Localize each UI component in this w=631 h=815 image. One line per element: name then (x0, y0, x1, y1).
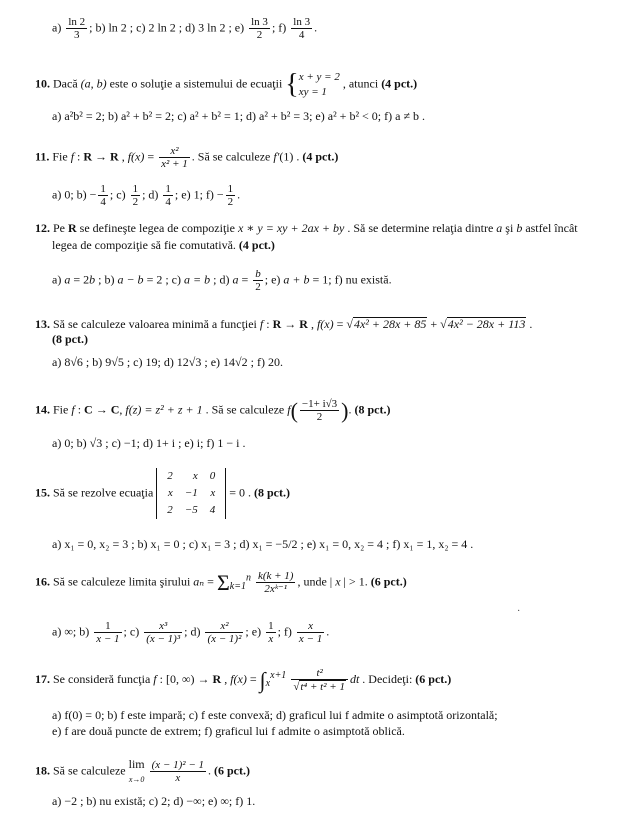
answer-16: a) ∞; b) $\frac{1}{x - 1}$ ; c) $\frac{\text{x³}}{\text{(x − 1)³}}$ ; d) $\frac{\text{x²}}{\text{(x − 1)²}}$ ; e) $\frac{1}{x}$ ; f) $\frac{x}{x - 1}$ . (52, 620, 330, 646)
question-18: 18. Să se calculeze lim x→0 $\frac{\text{(x − 1)² − 1}}{x}$ . (6 pct.) (35, 757, 250, 785)
question-11: 11. Fie f : R → R , f(x) = $\frac{\text{x²}}{\text{x² + 1}}$ . Să se calculeze f′(1) . (4 pct.) (35, 145, 339, 171)
answer-17-line1: a) f(0) = 0; b) f este impară; c) f este convexă; d) graficul lui f admite o asimptotă orizontală; (52, 708, 498, 722)
answer-17-line2: e) f are două puncte de extrem; f) graficul lui f admite o asimptotă oblică. (52, 724, 405, 738)
question-17: 17. Se consideră funcţia f : [0, ∞) → R , $f(x) = \int_x^{x+1}$ $\frac{\text{t²}}{\text{√t⁴ + t² + 1}}$ dt . Decideţi: (6 pct.) (35, 667, 452, 694)
answer-15: a) x₁ = 0, x₂ = 3 ; b) x₁ = 0 ; c) x₁ = 3 ; d) x₁ = −5/2 ; e) x₁ = 0, x₂ = 4 ; f) x₁ = 1, x₂ = 4 . (52, 537, 474, 551)
question-15: 15. Să se rezolve ecuaţia 2 x 0 x −1 x 2 −5 4 = 0 . (8 pct.) (35, 468, 290, 519)
stray-mark: · (517, 606, 521, 617)
question-13: 13. Să se calculeze valoarea minimă a funcţiei f : R → R , f(x) = √4x² + 28x + 85 + √4x² − 28x + 113 . (35, 317, 533, 331)
determinant: 2 x 0 x −1 x 2 −5 4 (156, 468, 226, 519)
question-10: 10. Dacă (a, b) este o soluţie a sistemului de ecuaţii {x + y = 2 xy = 1 , atunci (4 pct.) (35, 68, 418, 100)
answer-12: a) a = 2b ; b) a − b = 2 ; c) a = b ; d) a = $\frac{b}{2}$ ; e) a + b = 1; f) nu există. (52, 268, 392, 294)
question-16: 16. Să se calculeze limita şirului $a_n = \Sigma_{k=1}^n$ $\frac{k(k + 1)}{\text{2xᵏ⁻¹}}$ , unde | x | > 1. (6 pct.) (35, 570, 407, 596)
answer-10: a) a²b² = 2; b) a² + b² = 2; c) a² + b² = 1; d) a² + b² = 3; e) a² + b² < 0; f) a ≠ b . (52, 109, 426, 123)
question-13-points: (8 pct.) (52, 332, 88, 346)
answer-11: a) 0; b) − $\frac{1}{4}$ ; c) $\frac{1}{2}$ ; d) $\frac{1}{4}$ ; e) 1; f) − $\frac{1}{2}$ . (52, 183, 241, 209)
question-12-line2: legea de compoziţie să fie comutativă. (4 pct.) (52, 238, 275, 252)
answer-18: a) −2 ; b) nu există; c) 2; d) −∞; e) ∞; f) 1. (52, 794, 256, 808)
question-14: 14. Fie f : C → C, f(z) = z² + z + 1 . Să se calculeze f( $\frac{-1+ i√3}{2}$ ). (8 pct.) (35, 398, 391, 424)
question-12: 12. Pe R se defineşte legea de compoziţie x ∗ y = xy + 2ax + by . Să se determine relaţia dintre a şi b astfel încât (35, 221, 578, 235)
answer-9: a) $\frac{\ln 2}{3}$ ; b) ln 2 ; c) 2 ln 2 ; d) 3 ln 2 ; e) $\frac{\ln 3}{2}$ ; f) $\frac{\ln 3}{4}$ . (52, 16, 318, 42)
answer-13: a) 8√6 ; b) 9√5 ; c) 19; d) 12√3 ; e) 14√2 ; f) 20. (52, 355, 283, 369)
answer-14: a) 0; b) √3 ; c) −1; d) 1+ i ; e) i; f) 1 − i . (52, 436, 246, 450)
